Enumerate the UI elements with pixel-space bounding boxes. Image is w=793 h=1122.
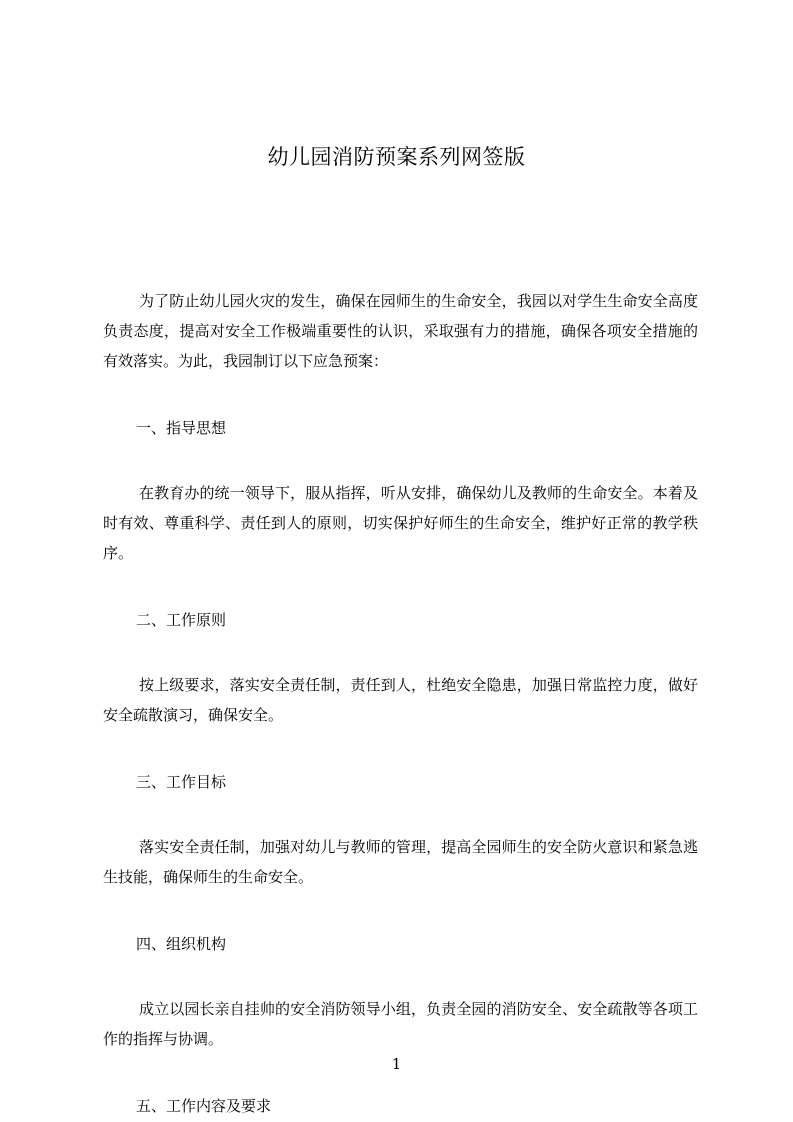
section-body-organization: 成立以园长亲自挂帅的安全消防领导小组，负责全园的消防安全、安全疏散等各项工作的指挥与协调。 (103, 1000, 698, 1048)
section-body-guiding-ideology: 在教育办的统一领导下，服从指挥，听从安排，确保幼儿及教师的生命安全。本着及时有效、尊重科学、责任到人的原则，切实保护好师生的生命安全，维护好正常的教学秩序。 (103, 484, 698, 562)
section-heading-work-principles: 二、工作原则 (136, 611, 227, 629)
section-heading-organization: 四、组织机构 (136, 935, 227, 953)
section-body-work-goals: 落实安全责任制，加强对幼儿与教师的管理，提高全园师生的安全防火意识和紧急逃生技能，确保师生的生命安全。 (103, 838, 698, 886)
document-body (103, 286, 698, 1121)
intro-paragraph: 为了防止幼儿园火灾的发生，确保在园师生的生命安全，我园以对学生生命安全高度负责态度，提高对安全工作极端重要性的认识，采取强有力的措施，确保各项安全措施的有效落实。为此，我园制订以下应急预案： (103, 292, 698, 370)
section-body-work-principles: 按上级要求，落实安全责任制，责任到人，杜绝安全隐患，加强日常监控力度，做好安全疏散演习，确保安全。 (103, 676, 698, 724)
page-number: 1 (391, 1055, 402, 1073)
section-heading-work-goals: 三、工作目标 (136, 773, 227, 791)
section-heading-guiding-ideology: 一、指导思想 (136, 419, 227, 437)
section-heading-work-content: 五、工作内容及要求 (136, 1097, 272, 1115)
document-title: 幼儿园消防预案系列网签版 (267, 145, 526, 169)
